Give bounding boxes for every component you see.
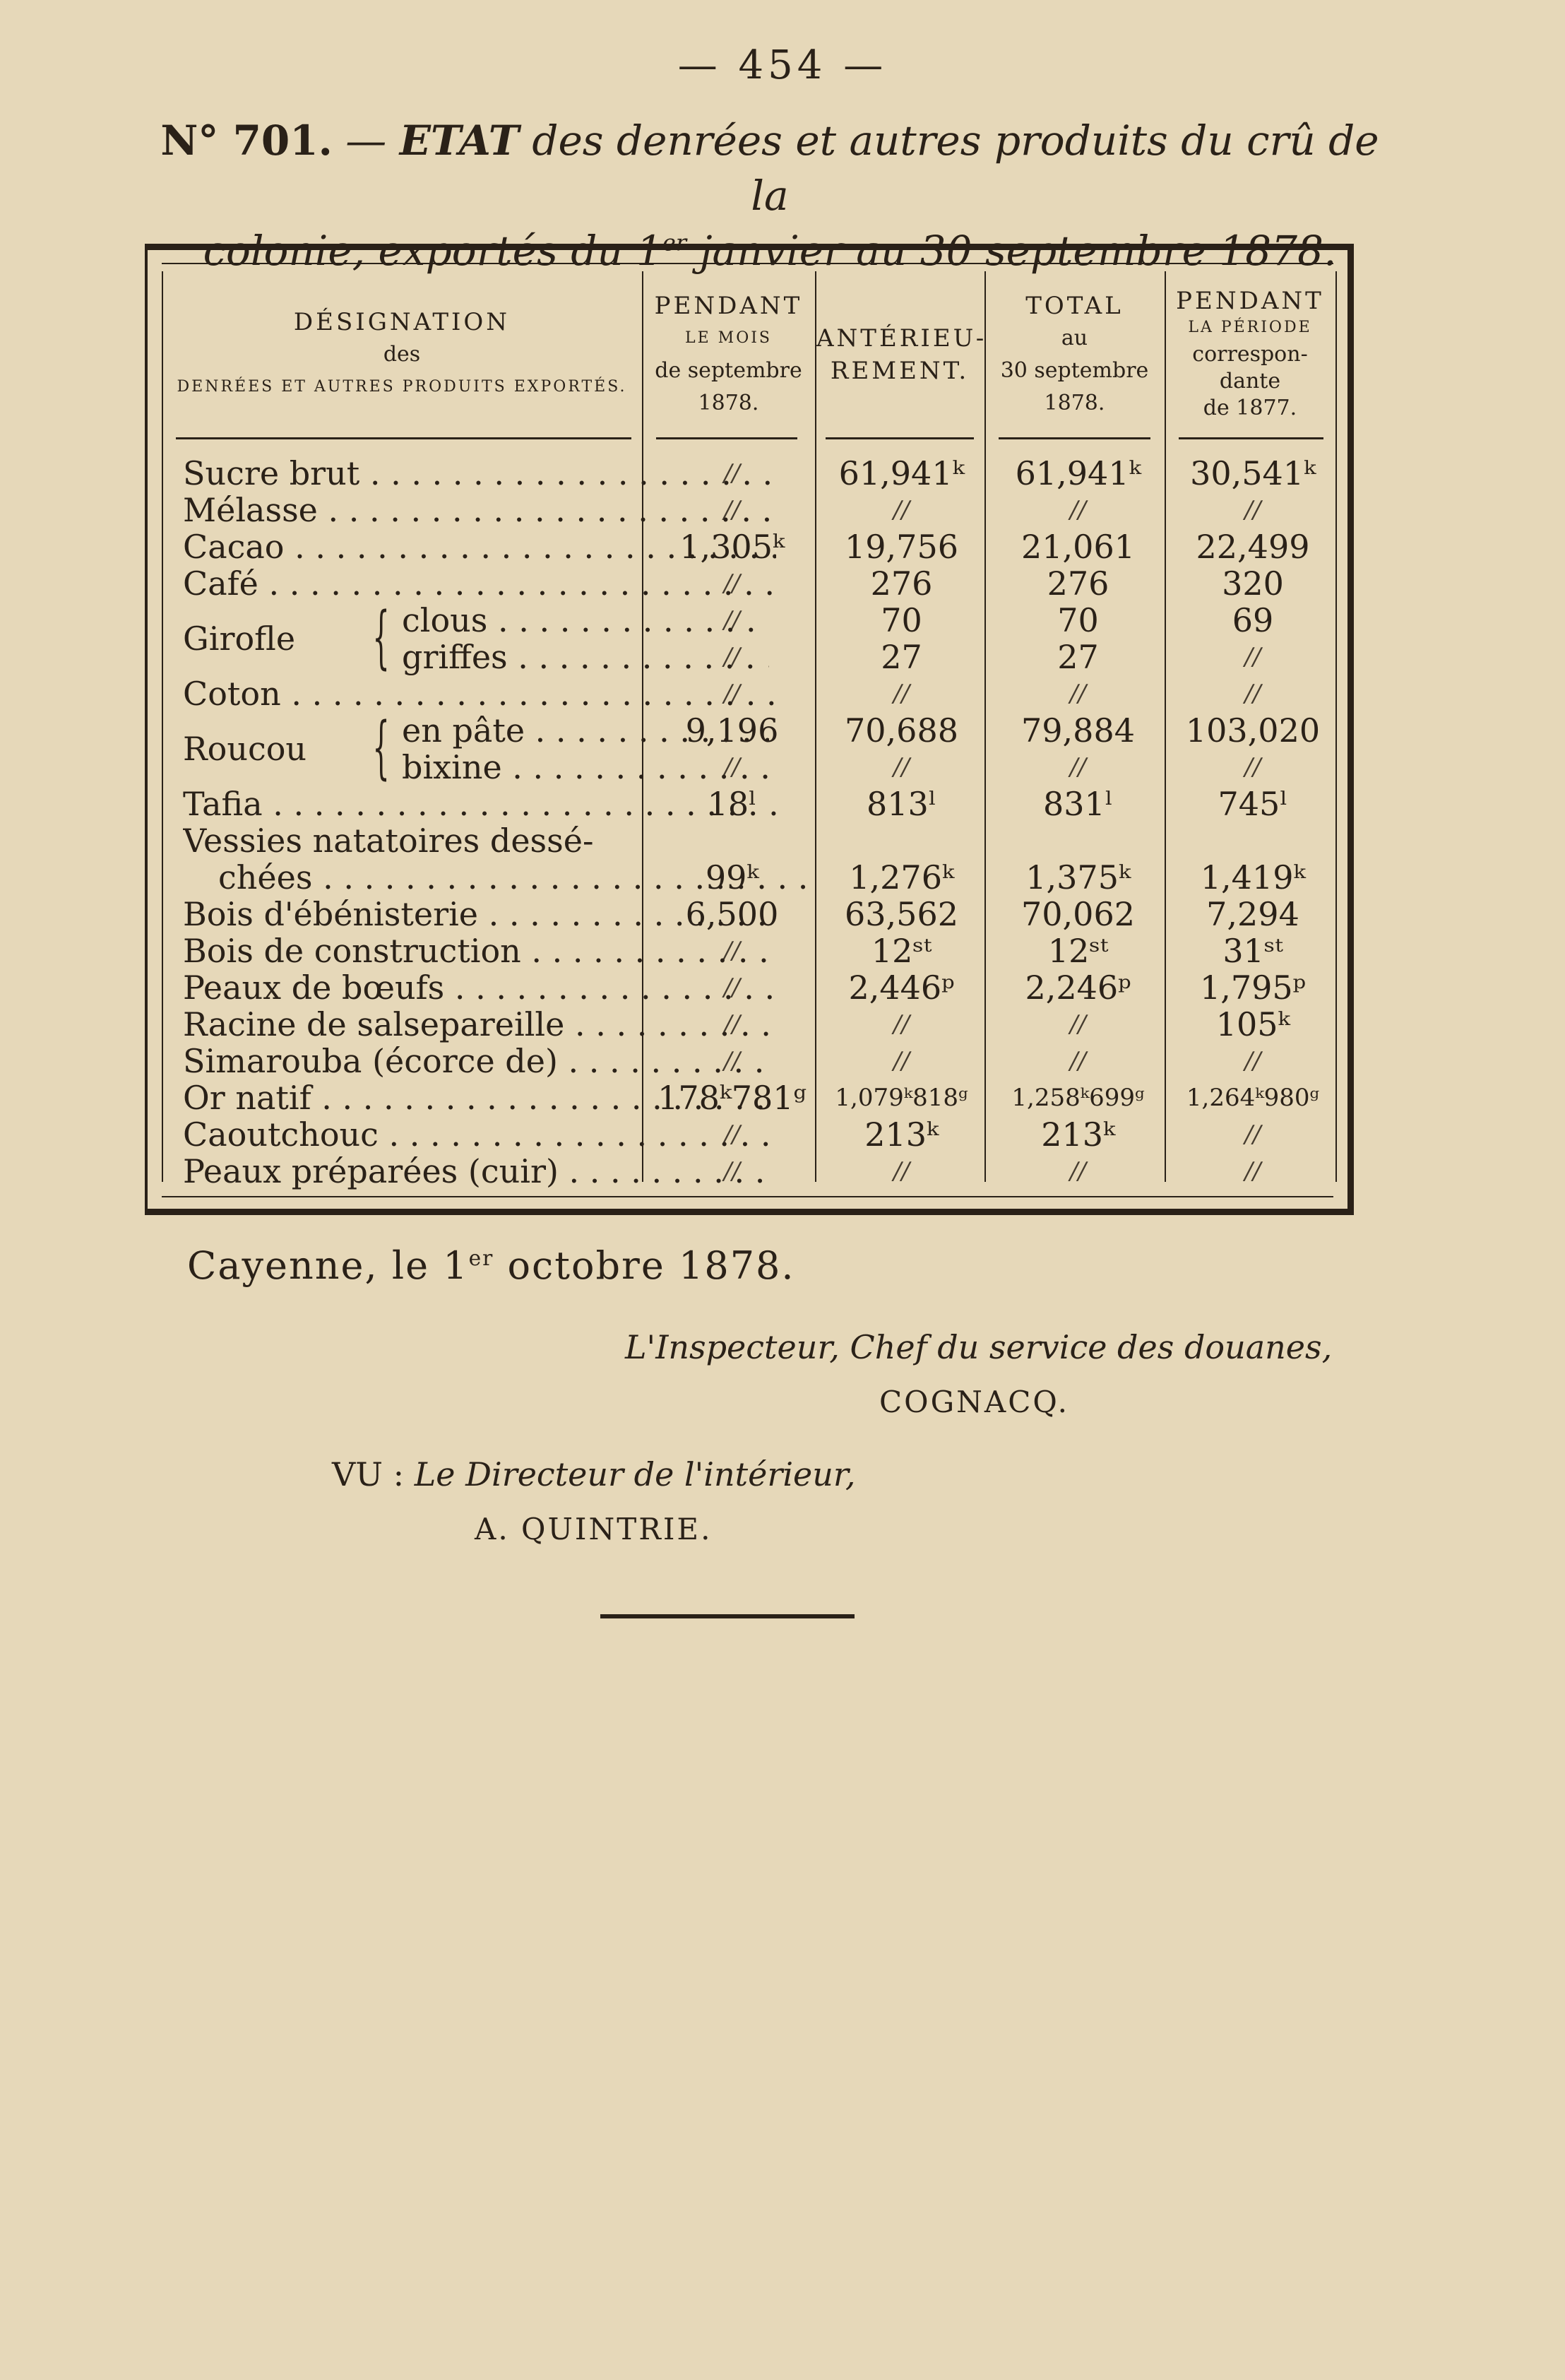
header-text: REMENT. <box>830 356 970 385</box>
cell-month: // <box>724 459 740 487</box>
table-row <box>148 492 1347 528</box>
cell-total: 70,062 <box>1021 895 1135 933</box>
inspector-title: L'Inspecteur, Chef du service des douanes, <box>625 1328 1333 1366</box>
cell-month: // <box>724 973 740 1002</box>
cell-1877: // <box>1244 496 1261 524</box>
cell-1877: // <box>1244 1157 1261 1185</box>
cell-previous: 19,756 <box>845 528 958 566</box>
cell-total: 2,246ᵖ <box>1025 969 1131 1007</box>
cell-month: 1,305ᵏ <box>679 528 785 566</box>
cell-1877: // <box>1244 643 1261 671</box>
place-date-sup: er <box>468 1246 494 1271</box>
header-text: PENDANT <box>1176 286 1324 315</box>
row-label: Racine de salsepareille . . . <box>183 1006 776 1043</box>
table-row <box>148 749 1347 786</box>
cell-month: // <box>724 937 740 965</box>
row-label: Or natif . . . <box>183 1079 776 1116</box>
brace-roucou: { <box>372 708 390 787</box>
row-label: Vessies natatoires dessé- <box>183 822 594 859</box>
director-title: Le Directeur de l'intérieur, <box>414 1455 856 1493</box>
cell-month: // <box>724 496 740 524</box>
cell-1877: // <box>1244 1120 1261 1149</box>
cell-1877: 105ᵏ <box>1215 1005 1290 1043</box>
cell-1877: 69 <box>1232 601 1274 639</box>
exports-table <box>145 244 1354 1215</box>
table-row <box>148 1006 1347 1043</box>
row-label: Peaux de bœufs . . . <box>183 969 776 1006</box>
cell-month: 99ᵏ <box>705 858 759 896</box>
row-label-girofle: Girofle <box>183 620 296 658</box>
row-label: Bois d'ébénisterie . . . <box>183 896 776 933</box>
title-etat: ETAT <box>399 117 519 165</box>
row-label: Coton . . . <box>183 675 776 712</box>
cell-total: 61,941ᵏ <box>1015 454 1141 492</box>
header-text: dante <box>1219 368 1281 393</box>
cell-total: 70 <box>1057 601 1099 639</box>
cell-previous: // <box>893 1047 910 1075</box>
table-row <box>148 859 1347 896</box>
table-inner-bottom-rule <box>162 1196 1333 1197</box>
cell-1877: // <box>1244 1047 1261 1075</box>
cell-1877: 1,419ᵏ <box>1200 858 1306 896</box>
table-inner-top-rule <box>162 263 1333 264</box>
cell-total: 21,061 <box>1021 528 1135 566</box>
table-row <box>148 455 1347 492</box>
cell-total: // <box>1070 753 1086 781</box>
cell-1877: 103,020 <box>1185 711 1321 750</box>
cell-previous: // <box>893 1010 910 1038</box>
cell-month: // <box>724 753 740 781</box>
header-period-1877 <box>1166 278 1334 430</box>
row-label: Bois de construction . . . <box>183 933 776 969</box>
cell-previous: 70,688 <box>845 711 958 750</box>
place-date-text: Cayenne, le 1 <box>187 1243 469 1288</box>
table-row <box>148 712 1347 749</box>
cell-total: // <box>1070 680 1086 708</box>
table-row <box>148 565 1347 602</box>
cell-total: 12ˢᵗ <box>1047 932 1109 970</box>
cell-1877: 1,795ᵖ <box>1199 969 1307 1007</box>
cell-total: // <box>1070 496 1086 524</box>
cell-total: 1,258ᵏ699ᵍ <box>1011 1084 1145 1112</box>
cell-previous: // <box>893 496 910 524</box>
cell-month: 18ˡ <box>707 785 757 823</box>
header-rule <box>176 437 631 439</box>
table-row <box>148 1116 1347 1153</box>
header-total <box>986 278 1163 430</box>
header-rule <box>1179 437 1323 439</box>
cell-month: 178ᵏ781ᵍ <box>657 1079 807 1117</box>
cell-total: // <box>1070 1047 1086 1075</box>
cell-previous: 70 <box>881 601 922 639</box>
table-row <box>148 933 1347 969</box>
place-date-text: octobre 1878. <box>507 1243 795 1288</box>
cell-previous: 213ᵏ <box>864 1115 939 1154</box>
cell-total: 831ˡ <box>1043 785 1113 823</box>
table-row <box>148 896 1347 933</box>
header-previous <box>816 278 987 430</box>
cell-total: 213ᵏ <box>1041 1115 1115 1154</box>
cell-1877: // <box>1244 680 1261 708</box>
row-label: Sucre brut . . . <box>183 455 776 492</box>
header-text: DENRÉES ET AUTRES PRODUITS EXPORTÉS. <box>177 377 627 396</box>
row-sublabel: griffes . . . <box>402 639 769 675</box>
table-row <box>148 969 1347 1006</box>
title-line1: des denrées et autres produits du crû de la <box>532 117 1379 220</box>
title-number: N° 701. <box>160 117 333 165</box>
header-text: 30 septembre <box>1000 357 1149 383</box>
cell-month: // <box>724 680 740 708</box>
row-label-roucou: Roucou <box>183 730 307 768</box>
cell-month: // <box>724 643 740 671</box>
cell-previous: 813ˡ <box>867 785 936 823</box>
row-label: Peaux préparées (cuir) . . . <box>183 1153 776 1190</box>
header-text: 1878. <box>1044 390 1105 415</box>
header-rule <box>999 437 1150 439</box>
title-line2-b: janvier au 30 septembre 1878. <box>699 227 1337 275</box>
cell-total: // <box>1070 1157 1086 1185</box>
table-row <box>148 639 1347 675</box>
table-row <box>148 1043 1347 1079</box>
cell-total: // <box>1070 1010 1086 1038</box>
row-label: Simarouba (écorce de) . . . <box>183 1043 776 1079</box>
header-text: des <box>383 341 421 367</box>
header-text: correspon- <box>1192 341 1308 367</box>
title-dash: — <box>345 117 387 165</box>
cell-1877: 31ˢᵗ <box>1222 932 1283 970</box>
row-label: Cacao . . . <box>183 528 776 565</box>
cell-total: 276 <box>1047 564 1109 603</box>
table-row <box>148 1079 1347 1116</box>
header-text: DÉSIGNATION <box>293 307 511 336</box>
cell-previous: 27 <box>881 638 922 676</box>
cell-1877: // <box>1244 753 1261 781</box>
page-number: — 454 — <box>677 42 888 88</box>
header-month <box>643 278 814 430</box>
row-sublabel: en pâte . . . <box>402 712 769 749</box>
vu-line <box>332 1455 855 1493</box>
row-label: Café . . . <box>183 565 776 602</box>
title-line2-sup: er <box>662 229 687 256</box>
cell-previous: 1,276ᵏ <box>849 858 954 896</box>
title-line2-a: colonie, exportés du 1 <box>203 227 663 275</box>
cell-month: // <box>724 1120 740 1149</box>
cell-total: 79,884 <box>1021 711 1135 750</box>
cell-month: // <box>724 606 740 634</box>
header-text: de septembre <box>655 357 802 383</box>
row-sublabel: bixine . . . <box>402 749 769 786</box>
cell-month: // <box>724 1010 740 1038</box>
header-text: au <box>1061 325 1088 350</box>
inspector-name: COGNACQ. <box>879 1385 1070 1419</box>
header-text: 1878. <box>698 390 759 415</box>
row-label: Tafia . . . <box>183 786 776 822</box>
header-text: LA PÉRIODE <box>1188 318 1312 336</box>
header-designation <box>163 278 641 430</box>
row-label: Mélasse . . . <box>183 492 776 528</box>
header-text: PENDANT <box>654 291 803 320</box>
cell-previous: 12ˢᵗ <box>871 932 932 970</box>
header-text: ANTÉRIEU- <box>816 324 987 353</box>
table-row <box>148 1153 1347 1190</box>
row-label: Caoutchouc . . . <box>183 1116 776 1153</box>
cell-1877: 7,294 <box>1206 895 1299 933</box>
row-label: chées . . . <box>218 859 811 896</box>
header-text: LE MOIS <box>685 328 772 347</box>
header-rule <box>656 437 797 439</box>
cell-total: 27 <box>1057 638 1099 676</box>
header-text: TOTAL <box>1025 291 1124 320</box>
cell-1877: 1,264ᵏ980ᵍ <box>1186 1084 1320 1112</box>
vu-label: VU : <box>332 1455 405 1493</box>
brace-girofle: { <box>372 598 390 677</box>
table-row <box>148 675 1347 712</box>
cell-month: 9,196 <box>685 711 779 750</box>
cell-month: // <box>724 569 740 598</box>
header-text: de 1877. <box>1203 395 1297 420</box>
cell-1877: 22,499 <box>1196 528 1310 566</box>
cell-month: // <box>724 1157 740 1185</box>
cell-1877: 745ˡ <box>1218 785 1288 823</box>
closing-rule <box>600 1614 855 1618</box>
director-name: A. QUINTRIE. <box>475 1512 713 1546</box>
cell-previous: 2,446ᵖ <box>848 969 955 1007</box>
cell-month: 6,500 <box>685 895 779 933</box>
cell-previous: // <box>893 753 910 781</box>
row-sublabel: clous . . . <box>402 602 769 639</box>
cell-previous: 276 <box>870 564 933 603</box>
cell-previous: 61,941ᵏ <box>838 454 965 492</box>
cell-1877: 30,541ᵏ <box>1190 454 1316 492</box>
table-row <box>148 822 1347 859</box>
table-row <box>148 786 1347 822</box>
table-row <box>148 528 1347 565</box>
cell-month: // <box>724 1047 740 1075</box>
cell-previous: // <box>893 680 910 708</box>
cell-previous: 1,079ᵏ818ᵍ <box>835 1084 968 1112</box>
cell-total: 1,375ᵏ <box>1025 858 1131 896</box>
table-row <box>148 602 1347 639</box>
header-rule <box>826 437 974 439</box>
cell-previous: // <box>893 1157 910 1185</box>
place-date <box>187 1243 795 1288</box>
cell-1877: 320 <box>1222 564 1284 603</box>
cell-previous: 63,562 <box>845 895 958 933</box>
